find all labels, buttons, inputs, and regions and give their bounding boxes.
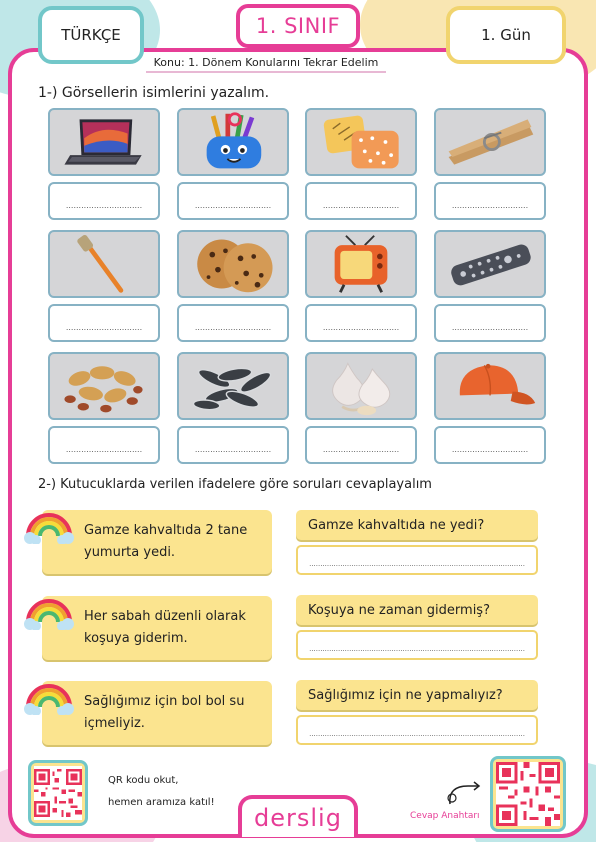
image-card-peanuts (48, 352, 160, 420)
qr-caption-line1: QR kodu okut, (108, 775, 179, 786)
brand-logo (238, 795, 358, 837)
cookies-icon (179, 232, 287, 296)
topic-text: Konu: 1. Dönem Konularını Tekrar Edelim (153, 55, 379, 69)
image-card-laptop (48, 108, 160, 176)
answer-line[interactable]: ................................................................................................. (296, 715, 538, 745)
question-box: Sağlığımız için ne yapmalıyız? (296, 680, 538, 710)
section2-title: 2-) Kutucuklarda verilen ifadelere göre soruları cevaplayalım (38, 477, 432, 492)
image-card-cookies (177, 230, 289, 298)
statement-card: Sağlığımız için bol bol su içmeliyiz. (42, 681, 272, 745)
subject-text: TÜRKÇE (61, 26, 121, 44)
image-card-clothespin (434, 108, 546, 176)
cap-icon (436, 354, 544, 418)
answer-box[interactable]: .............................. (177, 304, 289, 342)
brand-text: derslig (254, 804, 342, 832)
answer-box[interactable]: .............................. (305, 182, 417, 220)
pillows-icon (307, 110, 415, 174)
day-text: 1. Gün (481, 26, 531, 44)
qr-code-icon (34, 766, 82, 820)
television-icon (307, 232, 415, 296)
garlic-icon (307, 354, 415, 418)
answer-box[interactable]: .............................. (177, 426, 289, 464)
image-card-cap (434, 352, 546, 420)
clothespin-icon (436, 110, 544, 174)
laptop-icon (50, 110, 158, 174)
answer-key-label: Cevap Anahtarı (410, 811, 480, 821)
grade-text: 1. SINIF (255, 14, 341, 38)
rainbow-icon (22, 588, 76, 630)
qr-code-join[interactable] (28, 760, 88, 826)
grade-title (236, 4, 360, 48)
answer-box[interactable]: .............................. (305, 426, 417, 464)
subject-label (38, 6, 144, 64)
remote-control-icon (436, 232, 544, 296)
rainbow-icon (22, 673, 76, 715)
statement-card: Her sabah düzenli olarak koşuya giderim. (42, 596, 272, 660)
peanuts-icon (50, 354, 158, 418)
answer-box[interactable]: .............................. (48, 304, 160, 342)
image-card-television (305, 230, 417, 298)
answer-box[interactable]: .............................. (434, 304, 546, 342)
image-card-remote-control (434, 230, 546, 298)
rainbow-icon (22, 502, 76, 544)
answer-line[interactable]: ................................................................................................. (296, 545, 538, 575)
statement-card: Gamze kahvaltıda 2 tane yumurta yedi. (42, 510, 272, 574)
image-card-pencil-case (177, 108, 289, 176)
answer-box[interactable]: .............................. (48, 426, 160, 464)
image-card-garlic (305, 352, 417, 420)
image-card-sunflower-seeds (177, 352, 289, 420)
qr-caption-line2: hemen aramıza katıl! (108, 797, 215, 808)
image-card-pillows (305, 108, 417, 176)
section1-title: 1-) Görsellerin isimlerini yazalım. (38, 85, 270, 101)
day-label (446, 6, 566, 64)
topic-line (146, 53, 386, 73)
toothbrush-icon (50, 232, 158, 296)
pencil-case-icon (179, 110, 287, 174)
question-box: Gamze kahvaltıda ne yedi? (296, 510, 538, 540)
answer-box[interactable]: .............................. (434, 426, 546, 464)
qr-code-answer-key[interactable] (490, 756, 566, 832)
image-card-toothbrush (48, 230, 160, 298)
sunflower-seeds-icon (179, 354, 287, 418)
answer-box[interactable]: .............................. (48, 182, 160, 220)
answer-box[interactable]: .............................. (177, 182, 289, 220)
answer-box[interactable]: .............................. (434, 182, 546, 220)
qr-code-icon (496, 762, 560, 826)
answer-box[interactable]: .............................. (305, 304, 417, 342)
question-box: Koşuya ne zaman gidermiş? (296, 595, 538, 625)
answer-line[interactable]: ................................................................................................. (296, 630, 538, 660)
curved-arrow-icon (444, 778, 484, 808)
